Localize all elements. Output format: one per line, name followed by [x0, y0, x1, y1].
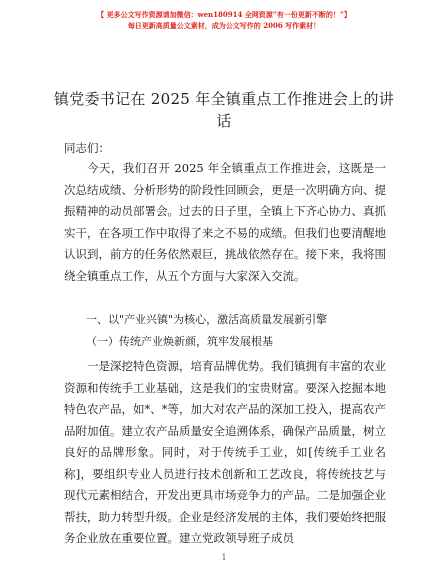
salutation: 同志们：	[64, 141, 110, 155]
intro-paragraph: 今天，我们召开 2025 年全镇重点工作推进会，这既是一次总结成绩、分析形势的阶段性回顾会，更是一次明确方向、提振精神的动员部署会。过去的日子里，全镇上下齐心协力、真抓实干，在各项工作中取得了来之不易的成绩。但我们也要清醒地认识到，前方的任务依然艰巨，挑战依然存在。接下来，我将围绕全镇重点工作，从五个方面与大家深入交流。	[64, 161, 386, 283]
body-paragraph: 一是深挖特色资源，培育品牌优势。我们镇拥有丰富的农业资源和传统手工业基础，这是我们的宝贵财富。要深入挖掘本地特色农产品，如*、*等，加大对农产品的深加工投入，提高农产品附加值。建立农产品质量安全追溯体系，确保产品质量，树立良好的品牌形象。同时，对于传统手工业，如[传统手工业名称]，要组织专业人员进行技术创新和工艺改良，将传统技艺与现代元素相结合，开发出更具市场竞争力的产品。二是加强企业帮扶，助力转型升级。企业是经济发展的主体，我们要始终把服务企业放在重要位置。建立党政领导班子成员	[64, 359, 386, 545]
promo-banner-line-1: 【 更多公文写作资源请加微信：wen180914 全网资源“有一份更新不断的！”】	[97, 10, 351, 19]
promo-banner-line-2: 每日更新高质量公文素材，成为公文写作的 2006 写作素材！	[127, 21, 321, 30]
page-number: 1	[221, 553, 227, 562]
section-heading-1: 一、以"产业兴镇"为核心，激活高质量发展新引擎	[86, 313, 328, 326]
subsection-heading-1: （一）传统产业焕新颜，筑牢发展根基	[86, 335, 273, 348]
document-title: 镇党委书记在 2025 年全镇重点工作推进会上的讲话	[53, 90, 395, 130]
